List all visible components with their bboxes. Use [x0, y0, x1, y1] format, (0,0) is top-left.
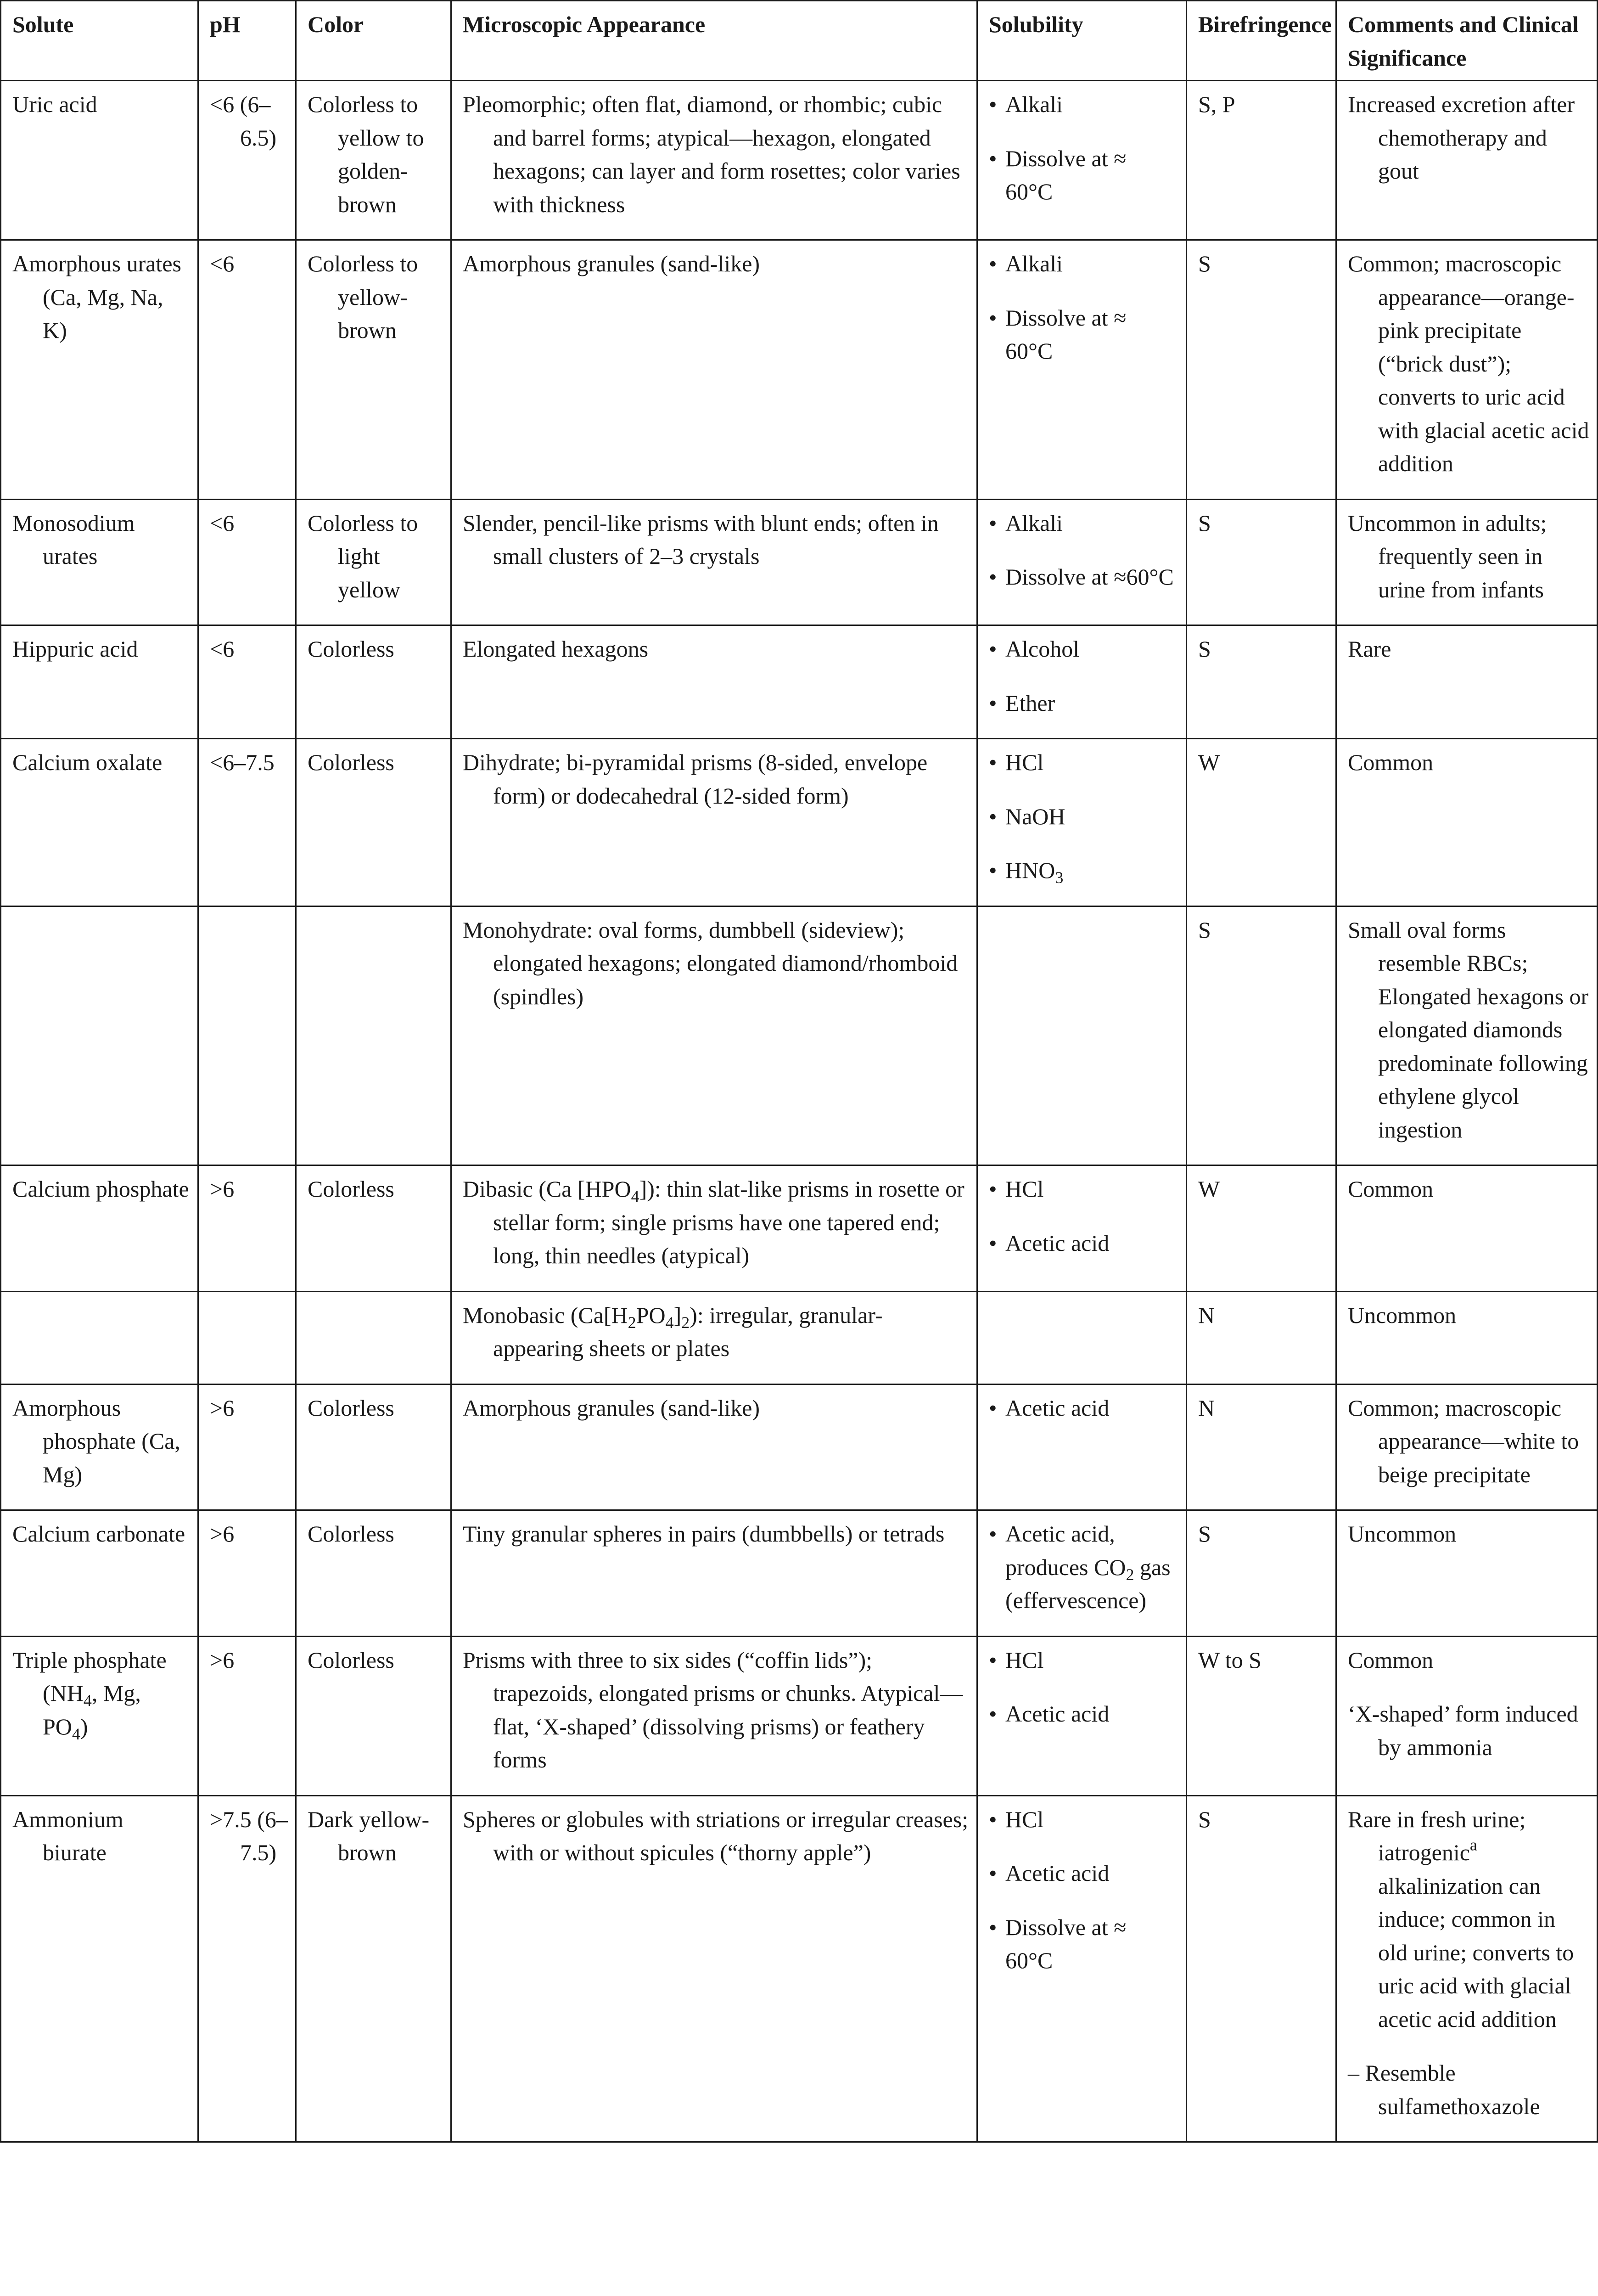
table-row: [1, 81, 1598, 240]
ph-text: >6: [210, 1647, 235, 1673]
color-text: Colorless to light yellow: [308, 510, 418, 602]
cell-color: [296, 1384, 451, 1510]
solubility-item: • HCl: [989, 1803, 1178, 1836]
solute-text: Amorphous urates (Ca, Mg, Na, K): [12, 251, 181, 343]
color-text: Colorless: [308, 1647, 394, 1673]
cell-solubility: [977, 240, 1187, 500]
solubility-list: [989, 1803, 1178, 1977]
cell-solubility: [977, 1510, 1187, 1637]
cell-birefringence: [1187, 81, 1336, 240]
cell-solubility: [977, 1165, 1187, 1292]
color-text: Colorless to yellow to golden-brown: [308, 91, 424, 217]
cell-solubility: [977, 1636, 1187, 1795]
cell-ph: [198, 1795, 296, 2142]
cell-comments: [1336, 1291, 1598, 1384]
cell-comments: [1336, 1795, 1598, 2142]
cell-color: [296, 240, 451, 500]
cell-appearance: [451, 1384, 977, 1510]
cell-color: [296, 1510, 451, 1637]
cell-ph: [198, 739, 296, 906]
solubility-list: [989, 1391, 1178, 1425]
cell-birefringence: [1187, 1384, 1336, 1510]
cell-comments: [1336, 1165, 1598, 1292]
solubility-item: • Acetic acid, produces $CO_2$ gas (effervescence): [989, 1517, 1178, 1617]
solute-text: Ammonium biurate: [12, 1806, 123, 1865]
header-solubility: Solubility: [977, 1, 1187, 81]
comment-text: Common: [1348, 749, 1434, 775]
cell-birefringence: [1187, 240, 1336, 500]
cell-solute: [1, 1510, 198, 1637]
solute-text: Hippuric acid: [12, 636, 138, 662]
birefringence-text: W to S: [1198, 1647, 1262, 1673]
cell-appearance: [451, 1510, 977, 1637]
comment-text: Common: [1348, 1176, 1434, 1202]
comment-text: Common; macroscopic appearance—white to beige precipitate: [1348, 1395, 1579, 1487]
cell-solubility: [977, 739, 1187, 906]
solubility-item: • $HNO_3$: [989, 854, 1178, 887]
appearance-text: Monohydrate: oval forms, dumbbell (sideview); elongated hexagons; elongated diamond/rhomboid (spindles): [463, 917, 958, 1009]
cell-ph: [198, 81, 296, 240]
birefringence-text: S: [1198, 636, 1211, 662]
cell-color: [296, 739, 451, 906]
birefringence-text: S, P: [1198, 91, 1235, 117]
solubility-item: • Acetic acid: [989, 1697, 1178, 1731]
cell-appearance: [451, 1795, 977, 2142]
table-row: [1, 1165, 1598, 1292]
solubility-list: [989, 1172, 1178, 1260]
color-text: Dark yellow-brown: [308, 1806, 430, 1865]
solubility-list: [989, 247, 1178, 368]
cell-solubility: [977, 1795, 1187, 2142]
solubility-item: • Dissolve at ≈ 60°C: [989, 142, 1178, 208]
solubility-item: • HCl: [989, 746, 1178, 779]
cell-solubility: [977, 1384, 1187, 1510]
comment-text: Uncommon: [1348, 1521, 1457, 1547]
solute-text: Amorphous phosphate (Ca, Mg): [12, 1395, 180, 1487]
cell-birefringence: [1187, 1510, 1336, 1637]
table-row: [1, 625, 1598, 739]
color-text: Colorless: [308, 1521, 394, 1547]
cell-appearance: [451, 240, 977, 500]
cell-ph: [198, 1510, 296, 1637]
cell-color: [296, 906, 451, 1165]
cell-birefringence: [1187, 739, 1336, 906]
appearance-text: Spheres or globules with striations or irregular creases; with or without spicules (“thorny apple”): [463, 1806, 969, 1865]
solubility-item: • Acetic acid: [989, 1857, 1178, 1890]
header-comments: Comments and Clinical Significance: [1336, 1, 1598, 81]
table-row: [1, 1384, 1598, 1510]
cell-ph: [198, 625, 296, 739]
cell-color: [296, 81, 451, 240]
solubility-item: • Alcohol: [989, 632, 1178, 666]
ph-text: <6: [210, 510, 235, 536]
ph-text: >7.5 (6–7.5): [210, 1806, 288, 1865]
solubility-list: [989, 1643, 1178, 1731]
solubility-item: • Alkali: [989, 247, 1178, 281]
cell-solubility: [977, 499, 1187, 625]
solubility-item: • HCl: [989, 1172, 1178, 1206]
cell-appearance: [451, 625, 977, 739]
cell-color: [296, 499, 451, 625]
color-text: Colorless: [308, 1176, 394, 1202]
birefringence-text: W: [1198, 1176, 1220, 1202]
cell-comments: [1336, 240, 1598, 500]
appearance-text: Prisms with three to six sides (“coffin lids”); trapezoids, elongated prisms or chunks. Atypical—flat, ‘X-shaped’ (dissolving prisms) or feathery forms: [463, 1647, 963, 1773]
appearance-text: Amorphous granules (sand-like): [463, 1395, 760, 1421]
appearance-text: Dibasic (Ca $[HPO_4]$): thin slat-like prisms in rosette or stellar form; single prisms have one tapered end; long, thin needles (atypical): [463, 1176, 964, 1268]
cell-solute: [1, 906, 198, 1165]
cell-solubility: [977, 625, 1187, 739]
comment-text: Common: [1348, 1647, 1434, 1673]
color-text: Colorless: [308, 749, 394, 775]
table-row: [1, 1510, 1598, 1637]
cell-birefringence: [1187, 499, 1336, 625]
header-color: Color: [296, 1, 451, 81]
solubility-item: • Dissolve at ≈60°C: [989, 560, 1178, 594]
solubility-item: • Dissolve at ≈ 60°C: [989, 301, 1178, 368]
cell-solubility: [977, 1291, 1187, 1384]
cell-ph: [198, 240, 296, 500]
appearance-text: Elongated hexagons: [463, 636, 649, 662]
cell-solubility: [977, 81, 1187, 240]
birefringence-text: S: [1198, 1521, 1211, 1547]
cell-color: [296, 1636, 451, 1795]
cell-appearance: [451, 1291, 977, 1384]
appearance-text: Dihydrate; bi-pyramidal prisms (8-sided, envelope form) or dodecahedral (12-sided form): [463, 749, 928, 809]
solute-text: Uric acid: [12, 91, 97, 117]
appearance-text: Monobasic $(Ca[H_2PO_4]_2)$: irregular, granular-appearing sheets or plates: [463, 1302, 883, 1361]
header-row: [1, 1, 1598, 81]
header-appearance: Microscopic Appearance: [451, 1, 977, 81]
solubility-list: [989, 632, 1178, 720]
solute-text: Triple phosphate ($NH_4$, Mg, $PO_4$): [12, 1647, 167, 1743]
solute-text: Monosodium urates: [12, 510, 135, 569]
cell-solute: [1, 1291, 198, 1384]
cell-comments: [1336, 625, 1598, 739]
solubility-item: • NaOH: [989, 800, 1178, 833]
table-row: [1, 240, 1598, 500]
cell-color: [296, 625, 451, 739]
ph-text: <6: [210, 251, 235, 276]
cell-comments: [1336, 499, 1598, 625]
birefringence-text: S: [1198, 1806, 1211, 1832]
ph-text: >6: [210, 1521, 235, 1547]
cell-appearance: [451, 739, 977, 906]
cell-solute: [1, 81, 198, 240]
birefringence-text: N: [1198, 1395, 1215, 1421]
appearance-text: Pleomorphic; often flat, diamond, or rhombic; cubic and barrel forms; atypical—hexagon, elongated hexagons; can layer and form rosettes; color varies with thickness: [463, 91, 960, 217]
ph-text: <6: [210, 636, 235, 662]
cell-color: [296, 1291, 451, 1384]
solubility-item: • Alkali: [989, 88, 1178, 121]
comment-text: Uncommon: [1348, 1302, 1457, 1328]
table-row: [1, 906, 1598, 1165]
table-row: [1, 1291, 1598, 1384]
cell-birefringence: [1187, 1165, 1336, 1292]
color-text: Colorless: [308, 1395, 394, 1421]
birefringence-text: S: [1198, 510, 1211, 536]
cell-appearance: [451, 499, 977, 625]
color-text: Colorless: [308, 636, 394, 662]
color-text: Colorless to yellow-brown: [308, 251, 418, 343]
solute-text: Calcium carbonate: [12, 1521, 185, 1547]
birefringence-text: S: [1198, 251, 1211, 276]
solubility-item: • Acetic acid: [989, 1391, 1178, 1425]
cell-solubility: [977, 906, 1187, 1165]
solubility-list: [989, 88, 1178, 208]
cell-solute: [1, 1165, 198, 1292]
ph-text: <6–7.5: [210, 749, 275, 775]
cell-appearance: [451, 1165, 977, 1292]
cell-birefringence: [1187, 625, 1336, 739]
cell-ph: [198, 906, 296, 1165]
cell-solute: [1, 1795, 198, 2142]
solubility-list: [989, 506, 1178, 594]
solubility-item: • HCl: [989, 1643, 1178, 1677]
cell-birefringence: [1187, 906, 1336, 1165]
comment-text: Common; macroscopic appearance—orange-pink precipitate (“brick dust”); converts to uric acid with glacial acetic acid addition: [1348, 251, 1589, 476]
birefringence-text: N: [1198, 1302, 1215, 1328]
cell-comments: [1336, 81, 1598, 240]
cell-solute: [1, 1384, 198, 1510]
cell-ph: [198, 1636, 296, 1795]
solubility-item: • Alkali: [989, 506, 1178, 540]
solubility-list: [989, 1517, 1178, 1617]
comment-text: Uncommon in adults; frequently seen in urine from infants: [1348, 510, 1547, 602]
cell-comments: [1336, 906, 1598, 1165]
solubility-item: • Acetic acid: [989, 1227, 1178, 1260]
cell-ph: [198, 1384, 296, 1510]
table-row: [1, 1636, 1598, 1795]
cell-comments: [1336, 1636, 1598, 1795]
cell-appearance: [451, 906, 977, 1165]
table-row: [1, 1795, 1598, 2142]
comment-text: Small oval forms resemble RBCs; Elongated hexagons or elongated diamonds predominate following ethylene glycol ingestion: [1348, 917, 1589, 1142]
cell-birefringence: [1187, 1795, 1336, 2142]
cell-solute: [1, 739, 198, 906]
table-body: [1, 81, 1598, 2142]
cell-birefringence: [1187, 1291, 1336, 1384]
comment-text: Rare: [1348, 636, 1391, 662]
cell-birefringence: [1187, 1636, 1336, 1795]
cell-solute: [1, 499, 198, 625]
table-header: [1, 1, 1598, 81]
ph-text: >6: [210, 1176, 235, 1202]
cell-ph: [198, 1165, 296, 1292]
cell-color: [296, 1795, 451, 2142]
solubility-item: • Dissolve at ≈ 60°C: [989, 1911, 1178, 1977]
cell-comments: [1336, 1384, 1598, 1510]
solute-text: Calcium phosphate: [12, 1176, 189, 1202]
cell-comments: [1336, 739, 1598, 906]
comment-text: Rare in fresh urine; iatrogenic$^a$ alkalinization can induce; common in old urine; converts to uric acid with glacial acetic acid addition: [1348, 1806, 1574, 2032]
cell-appearance: [451, 81, 977, 240]
appearance-text: Amorphous granules (sand-like): [463, 251, 760, 276]
table-row: [1, 499, 1598, 625]
birefringence-text: S: [1198, 917, 1211, 943]
ph-text: >6: [210, 1395, 235, 1421]
comment-text: ‘X-shaped’ form induced by ammonia: [1348, 1701, 1578, 1760]
cell-ph: [198, 499, 296, 625]
ph-text: <6 (6–6.5): [210, 91, 277, 151]
cell-appearance: [451, 1636, 977, 1795]
appearance-text: Tiny granular spheres in pairs (dumbbells) or tetrads: [463, 1521, 945, 1547]
cell-solute: [1, 1636, 198, 1795]
cell-solute: [1, 625, 198, 739]
header-birefringence: Birefringence: [1187, 1, 1336, 81]
table-row: [1, 739, 1598, 906]
solubility-item: • Ether: [989, 687, 1178, 720]
cell-solute: [1, 240, 198, 500]
solute-text: Calcium oxalate: [12, 749, 163, 775]
cell-comments: [1336, 1510, 1598, 1637]
cell-ph: [198, 1291, 296, 1384]
header-ph: pH: [198, 1, 296, 81]
header-solute: Solute: [1, 1, 198, 81]
comment-text: Increased excretion after chemotherapy and gout: [1348, 91, 1575, 184]
cell-color: [296, 1165, 451, 1292]
comment-text: – Resemble sulfamethoxazole: [1348, 2060, 1540, 2119]
birefringence-text: W: [1198, 749, 1220, 775]
solubility-list: [989, 746, 1178, 887]
appearance-text: Slender, pencil-like prisms with blunt ends; often in small clusters of 2–3 crystals: [463, 510, 939, 569]
